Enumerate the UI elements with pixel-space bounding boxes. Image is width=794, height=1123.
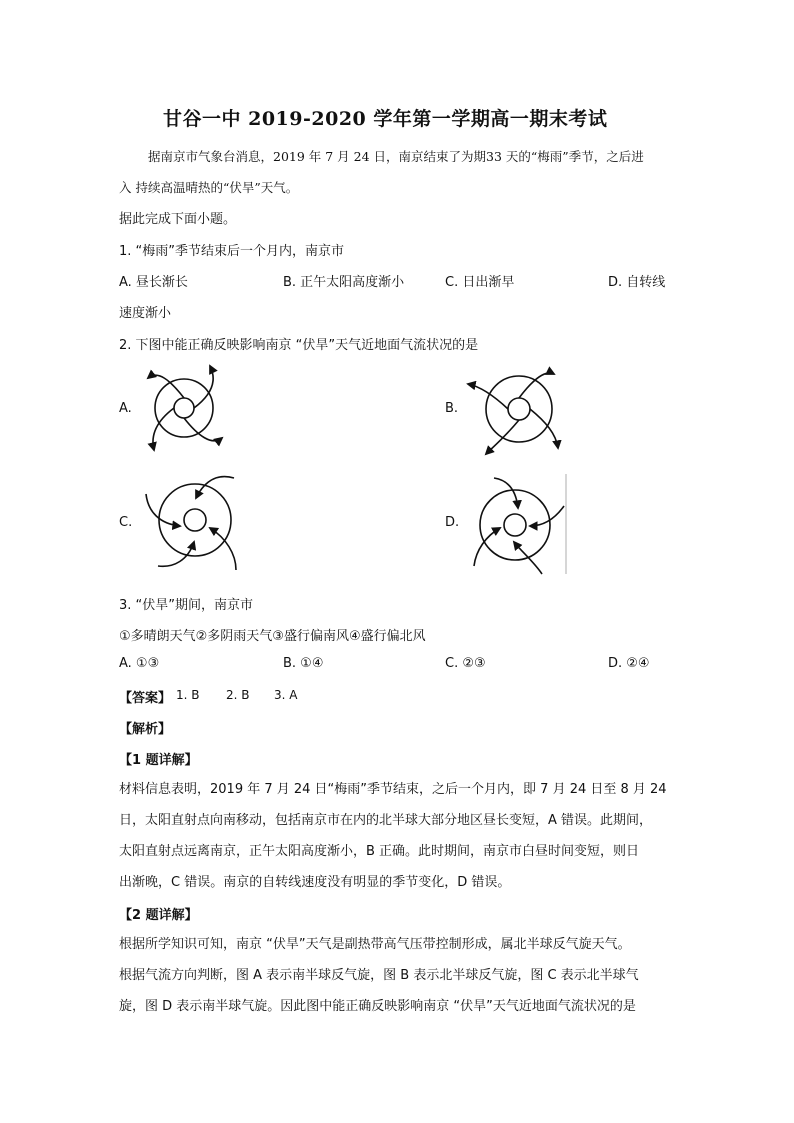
q3-option-d: D. ②④ — [608, 656, 650, 671]
diagram-d-airflow — [468, 470, 572, 578]
answer-2: 2. B — [226, 688, 250, 702]
q1-option-c: C. 日出渐早 — [445, 275, 515, 290]
detail-1-line: 材料信息表明，2019 年 7 月 24 日“梅雨”季节结束，之后一个月内，即 7 月 24 日至 8 月 24 — [119, 782, 667, 797]
q3-option-b: B. ①④ — [283, 656, 324, 671]
instruction: 据此完成下面小题。 — [119, 212, 237, 227]
q2-label-c: C. — [119, 515, 133, 530]
diagram-a-airflow — [140, 360, 236, 456]
q3-items: ①多晴朗天气②多阴雨天气③盛行偏南风④盛行偏北风 — [119, 629, 426, 644]
detail-2-paragraph — [119, 929, 679, 1022]
page-title: 甘谷一中 2019-2020 学年第一学期高一期末考试 — [163, 108, 608, 130]
detail-2-line: 旋，图 D 表示南半球气旋。因此图中能正确反映影响南京 “伏旱”天气近地面气流状况的是 — [119, 999, 636, 1014]
detail-1-paragraph — [119, 774, 679, 898]
q2-stem: 2. 下图中能正确反映影响南京 “伏旱”天气近地面气流状况的是 — [119, 338, 479, 353]
q2-label-b: B. — [445, 401, 459, 416]
q1-option-b: B. 正午太阳高度渐小 — [283, 275, 405, 290]
detail-1-line: 太阳直射点远离南京，正午太阳高度渐小，B 正确。此时期间，南京市白昼时间变短，则日 — [119, 844, 640, 859]
answer-label: 【答案】 — [119, 691, 172, 706]
diagram-b-airflow — [460, 360, 570, 460]
answer-1: 1. B — [176, 688, 200, 702]
q2-label-a: A. — [119, 401, 132, 416]
q1-option-d-wrap: 速度渐小 — [119, 306, 172, 321]
q3-option-a: A. ①③ — [119, 656, 160, 671]
analysis-label: 【解析】 — [119, 722, 172, 737]
detail-2-label: 【2 题详解】 — [119, 908, 198, 923]
q1-option-a: A. 昼长渐长 — [119, 275, 188, 290]
q2-label-d: D. — [445, 515, 460, 530]
material-line-2: 入 持续高温晴热的“伏旱”天气。 — [119, 180, 299, 195]
q3-option-c: C. ②③ — [445, 656, 486, 671]
detail-1-line: 出渐晚，C 错误。南京的自转线速度没有明显的季节变化，D 错误。 — [119, 875, 511, 890]
detail-1-label: 【1 题详解】 — [119, 753, 198, 768]
diagram-c-airflow — [140, 470, 240, 574]
detail-1-line: 日，太阳直射点向南移动，包括南京市在内的北半球大部分地区昼长变短，A 错误。此期间， — [119, 813, 653, 828]
q3-stem: 3. “伏旱”期间，南京市 — [119, 598, 254, 613]
detail-2-line: 根据气流方向判断，图 A 表示南半球反气旋，图 B 表示北半球反气旋，图 C 表示北半球气 — [119, 968, 639, 983]
q1-stem: 1. “梅雨”季节结束后一个月内，南京市 — [119, 244, 345, 259]
material-line-1: 据南京市气象台消息，2019 年 7 月 24 日，南京结束了为期33 天的“梅雨”季节，之后进 — [148, 149, 644, 164]
answer-3: 3. A — [274, 688, 298, 702]
q1-option-d: D. 自转线 — [608, 275, 666, 290]
detail-2-line: 根据所学知识可知，南京 “伏旱”天气是副热带高气压带控制形成，属北半球反气旋天气。 — [119, 937, 631, 952]
